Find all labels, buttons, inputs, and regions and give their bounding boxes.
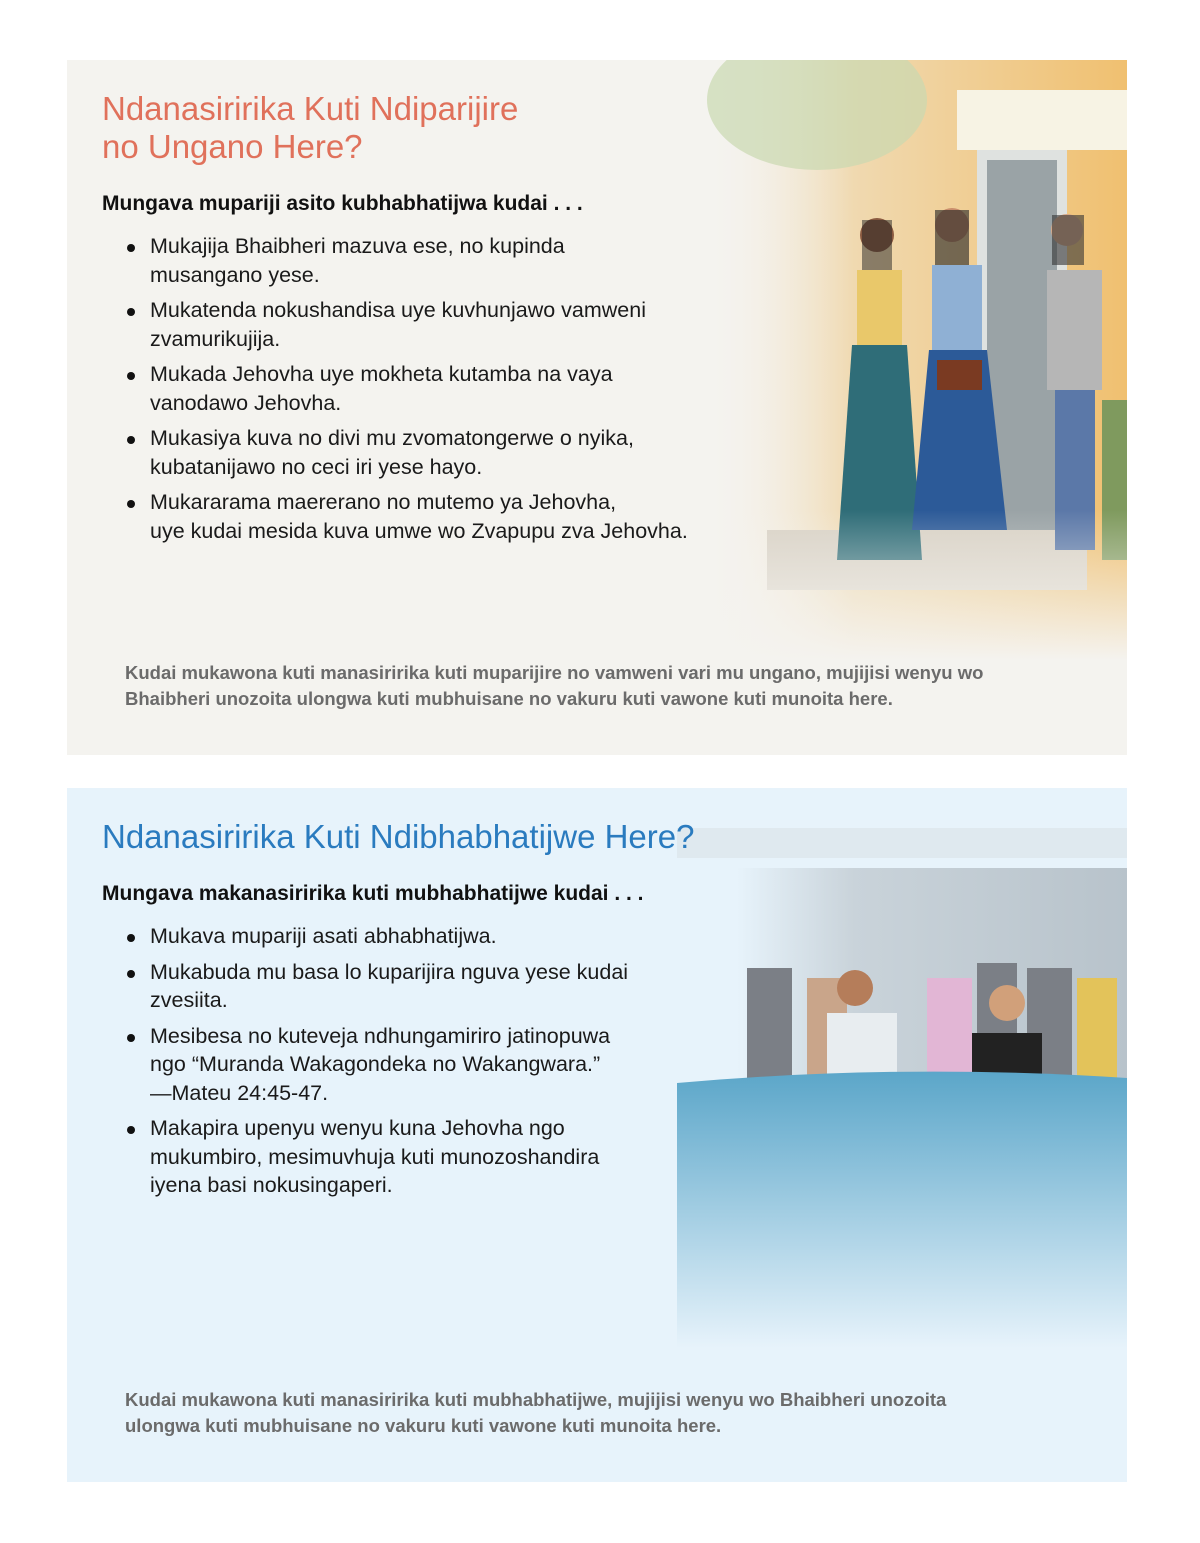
lead-text: Mungava makanasiririka kuti mubhabhatijwe kudai . . . xyxy=(102,882,644,905)
section-title xyxy=(102,90,518,166)
list-item: Mukada Jehovha uye mokheta kutamba na vaya vanodawo Jehovha. xyxy=(125,360,688,417)
list-item: Mukasiya kuva no divi mu zvomatongerwe o nyika, kubatanijawo no ceci iri yese hayo. xyxy=(125,424,688,481)
title-line: Ndanasiririka Kuti Ndiparijire xyxy=(102,90,519,127)
title-line: no Ungano Here? xyxy=(102,128,363,165)
list-item: Mukajija Bhaibheri mazuva ese, no kupinda musangano yese. xyxy=(125,232,688,289)
lead-text: Mungava mupariji asito kubhabhatijwa kudai . . . xyxy=(102,192,583,215)
section-title: Ndanasiririka Kuti Ndibhabhatijwe Here? xyxy=(102,818,695,855)
footer-note: Kudai mukawona kuti manasiririka kuti mubhabhatijwe, mujijisi wenyu wo Bhaibheri unozoita ulongwa kuti mubhuisane no vakuru kuti vawone kuti munoita here. xyxy=(125,1389,947,1436)
list-item: Mukava mupariji asati abhabhatijwa. xyxy=(125,922,628,951)
baptism-section xyxy=(67,788,1127,1482)
illustration-women-at-door xyxy=(707,60,1127,660)
list-item: Mesibesa no kuteveja ndhungamiriro jatinopuwa ngo “Muranda Wakagondeka no Wakangwara.” —Mateu 24:45-47. xyxy=(125,1022,628,1108)
footer-note: Kudai mukawona kuti manasiririka kuti muparijire no vamweni vari mu ungano, mujijisi wenyu wo Bhaibheri unozoita ulongwa kuti mubhuisane no vakuru kuti vawone kuti munoita here. xyxy=(125,662,984,709)
list-item: Mukatenda nokushandisa uye kuvhunjawo vamweni zvamurikujija. xyxy=(125,296,688,353)
illustration-baptism xyxy=(677,828,1127,1348)
list-item: Mukararama maererano no mutemo ya Jehovha, uye kudai mesida kuva umwe wo Zvapupu zva Jehovha. xyxy=(125,488,688,545)
requirements-list xyxy=(125,232,688,552)
list-item: Makapira upenyu wenyu kuna Jehovha ngo mukumbiro, mesimuvhuja kuti munozoshandira iyena basi nokusingaperi. xyxy=(125,1114,628,1200)
list-item: Mukabuda mu basa lo kuparijira nguva yese kudai zvesiita. xyxy=(125,958,628,1015)
requirements-list xyxy=(125,922,628,1207)
congregation-preaching-section xyxy=(67,60,1127,755)
